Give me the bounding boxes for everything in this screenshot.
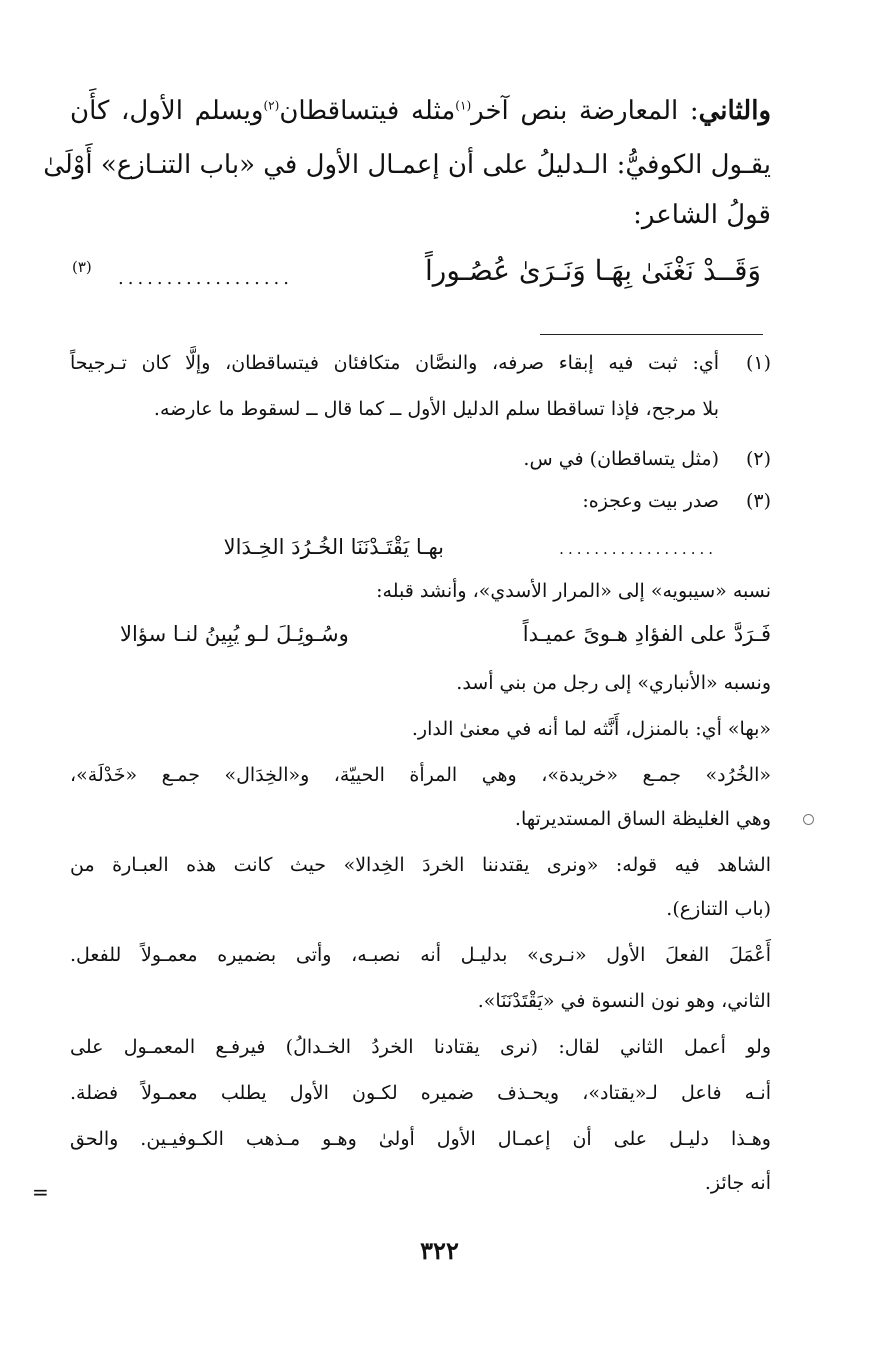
- footnote-3-line-6: «بها» أي: بالمنزل، أَنَّثه لما أنه في معنىٰ الدار.: [411, 718, 771, 740]
- footnote-2-line-1: (مثل يتساقطان) في س.: [523, 448, 719, 470]
- footnote-ref-3: (٣): [72, 258, 92, 276]
- body-line-1: والثاني: المعارضة بنص آخر$^{(١)}$مثله فيتساقطان$^{(٢)}$ويسلم الأول، كأَن: [70, 96, 772, 126]
- footnote-3-line-9: الشاهد فيه قوله: «ونرى يقتدننا الخردَ الخِدالا» حيث كانت هذه العبـارة من: [70, 854, 771, 876]
- footnote-3-line-3: نسبه «سيبويه» إلى «المرار الأسدي»، وأنشد قبله:: [376, 580, 771, 602]
- body-line-2: يقـول الكوفيُّ: الـدليلُ على أن إعمـال الأول في «باب التنـازع» أَوْلَىٰ: [43, 150, 771, 180]
- footnote-3-line-8: وهي الغليظة الساق المستديرتها.: [514, 808, 771, 830]
- footnote-separator: [540, 334, 763, 335]
- footnote-3-hemistich: بهـا يَقْتَـدْنَنَا الخُـرُدَ الخِـدَالا: [223, 535, 444, 559]
- footnote-3-line-5: ونسبه «الأنباري» إلى رجل من بني أسد.: [456, 672, 771, 694]
- footnote-3-verse-first: فَـرَدَّ على الفؤادِ هـوىً عميـداً: [522, 622, 771, 646]
- footnote-ref-2: (٢): [263, 98, 280, 113]
- footnote-1-line-1: أي: ثبت فيه إبقاء صرفه، والنصَّان متكافئان فيتساقطان، وإلَّا كان تـرجيحاً: [70, 352, 719, 374]
- footnote-3-line-16: أنه جائز.: [704, 1172, 771, 1194]
- footnote-3-line-14: أنـه فاعل لـ«يقتاد»، ويحـذف ضميره لكـون الأول يطلب معمـولاً فضلة.: [70, 1082, 771, 1104]
- footnote-3-line-10: (باب التنازع).: [666, 898, 771, 920]
- verse-dots: ..................: [118, 268, 293, 289]
- body-line-3: قولُ الشاعر:: [633, 200, 771, 230]
- footnote-ref-1: (١): [455, 98, 472, 113]
- section-lead: والثاني: [698, 96, 772, 126]
- footnote-3-line-1: صدر بيت وعجزه:: [582, 490, 719, 512]
- footnote-1-line-2: بلا مرجح، فإذا تساقطا سلم الدليل الأول ــ كما قال ــ لسقوط ما عارضه.: [153, 398, 719, 420]
- footnote-3-line-13: ولو أعمل الثاني لقال: (نرى يقتادنا الخردُ الخـدالُ) فيرفـع المعمـول على: [70, 1036, 771, 1058]
- footnote-3-line-7: «الخُرُد» جمـع «خريدة»، وهي المرأة الحييّة، و«الخِدَال» جمـع «خَدْلَة»،: [70, 764, 771, 786]
- footnote-marker-1: (١): [745, 352, 771, 374]
- footnote-3-line-11: أَعْمَلَ الفعلَ الأول «نـرى» بدليـل أنه نصبـه، وأتى بضميره معمـولاً للفعل.: [70, 944, 771, 966]
- footnote-marker-3: (٣): [745, 490, 771, 512]
- margin-circle-mark: [803, 814, 814, 825]
- footnote-3-line-12: الثاني، وهو نون النسوة في «يَقْتَدْنَنَا».: [477, 990, 771, 1012]
- footnote-3-verse-second: وسُـوئِـلَ لـو يُبِينُ لنـا سؤالا: [120, 622, 349, 646]
- page-number: ٣٢٢: [420, 1236, 459, 1265]
- verse-hemistich: وَقَــدْ نَغْنَىٰ بِهَـا وَنَـرَىٰ عُصُـوراً: [425, 254, 761, 287]
- footnote-3-hemistich-dots: ..................: [559, 540, 717, 558]
- footnote-marker-2: (٢): [745, 448, 771, 470]
- margin-equals-mark: =: [32, 1180, 49, 1204]
- footnote-3-line-15: وهـذا دليـل على أن إعمـال الأول أولىٰ وهـو مـذهب الكـوفيـين. والحق: [70, 1128, 771, 1150]
